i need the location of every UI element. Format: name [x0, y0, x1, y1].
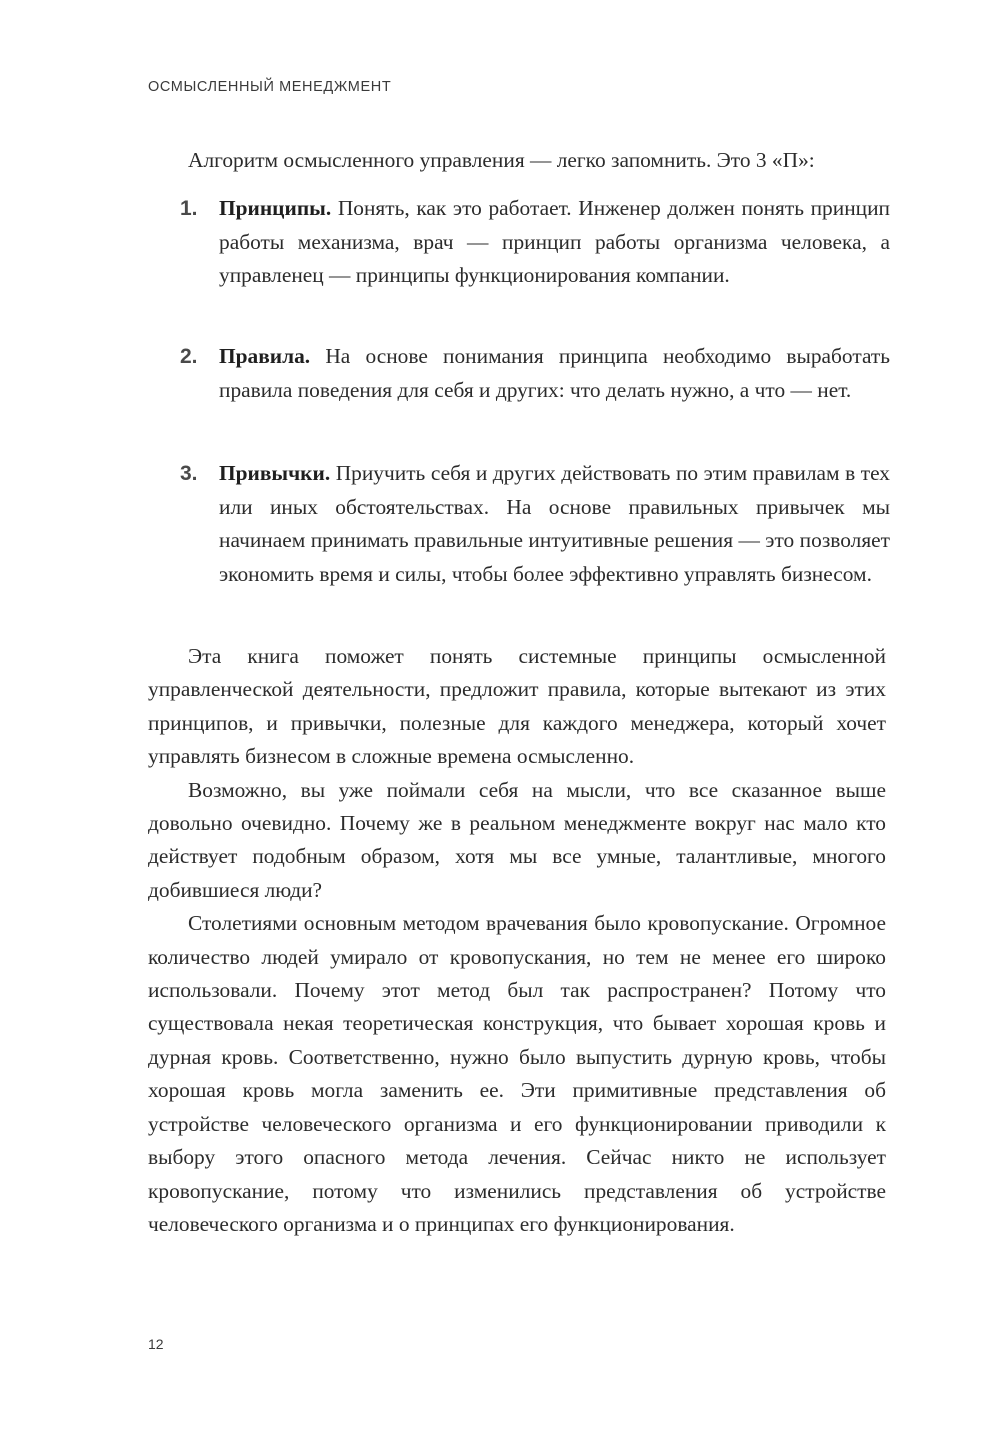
list-text: Понять, как это работает. Инженер должен понять принцип работы механизма, врач — принцип работы организма человека, а управленец — принципы функционирования компании. — [219, 196, 890, 287]
list-body — [219, 340, 890, 407]
list-body — [219, 457, 890, 591]
list-title: Принципы. — [219, 196, 332, 220]
list-number: 2. — [180, 345, 198, 368]
page-number: 12 — [148, 1336, 164, 1352]
body-text — [148, 640, 886, 1241]
paragraph: Эта книга поможет понять системные принципы осмысленной управленческой деятельности, предложит правила, которые вытекают из этих принципов, и привычки, полезные для каждого менеджера, который хочет управлять бизнесом в сложные времена осмысленно. — [148, 644, 886, 769]
list-body — [219, 192, 890, 293]
list-title: Правила. — [219, 344, 311, 368]
list-text: Приучить себя и других действовать по этим правилам в тех или иных обстоятельствах. На основе правильных привычек мы начинаем принимать правильные интуитивные решения — это позволяет экономить время и силы, чтобы более эффективно управлять бизнесом. — [219, 461, 890, 586]
list-number: 1. — [180, 197, 198, 220]
paragraph: Столетиями основным методом врачевания было кровопускание. Огромное количество людей умирало от кровопускания, но тем не менее его широко использовали. Почему этот метод был так распространен? Потому что существовала некая теоретическая конструкция, что бывает хорошая кровь и дурная кровь. Соответственно, нужно было выпустить дурную кровь, чтобы хорошая кровь могла заменить ее. Эти примитивные представления об устройстве человеческого организма и его функционировании приводили к выбору этого опасного метода лечения. Сейчас никто не использует кровопускание, потому что изменились представления об устройстве человеческого организма и о принципах его функционирования. — [148, 911, 886, 1236]
list-text: На основе понимания принципа необходимо выработать правила поведения для себя и других: что делать нужно, а что — нет. — [219, 344, 890, 402]
running-head: ОСМЫСЛЕННЫЙ МЕНЕДЖМЕНТ — [148, 79, 392, 95]
paragraph: Возможно, вы уже поймали себя на мысли, что все сказанное выше довольно очевидно. Почему же в реальном менеджменте вокруг нас мало кто действует подобным образом, хотя мы все умные, талантливые, многого добившиеся люди? — [148, 777, 886, 902]
intro-line: Алгоритм осмысленного управления — легко запомнить. Это 3 «П»: — [188, 148, 815, 172]
list-number: 3. — [180, 462, 198, 485]
list-title: Привычки. — [219, 461, 331, 485]
